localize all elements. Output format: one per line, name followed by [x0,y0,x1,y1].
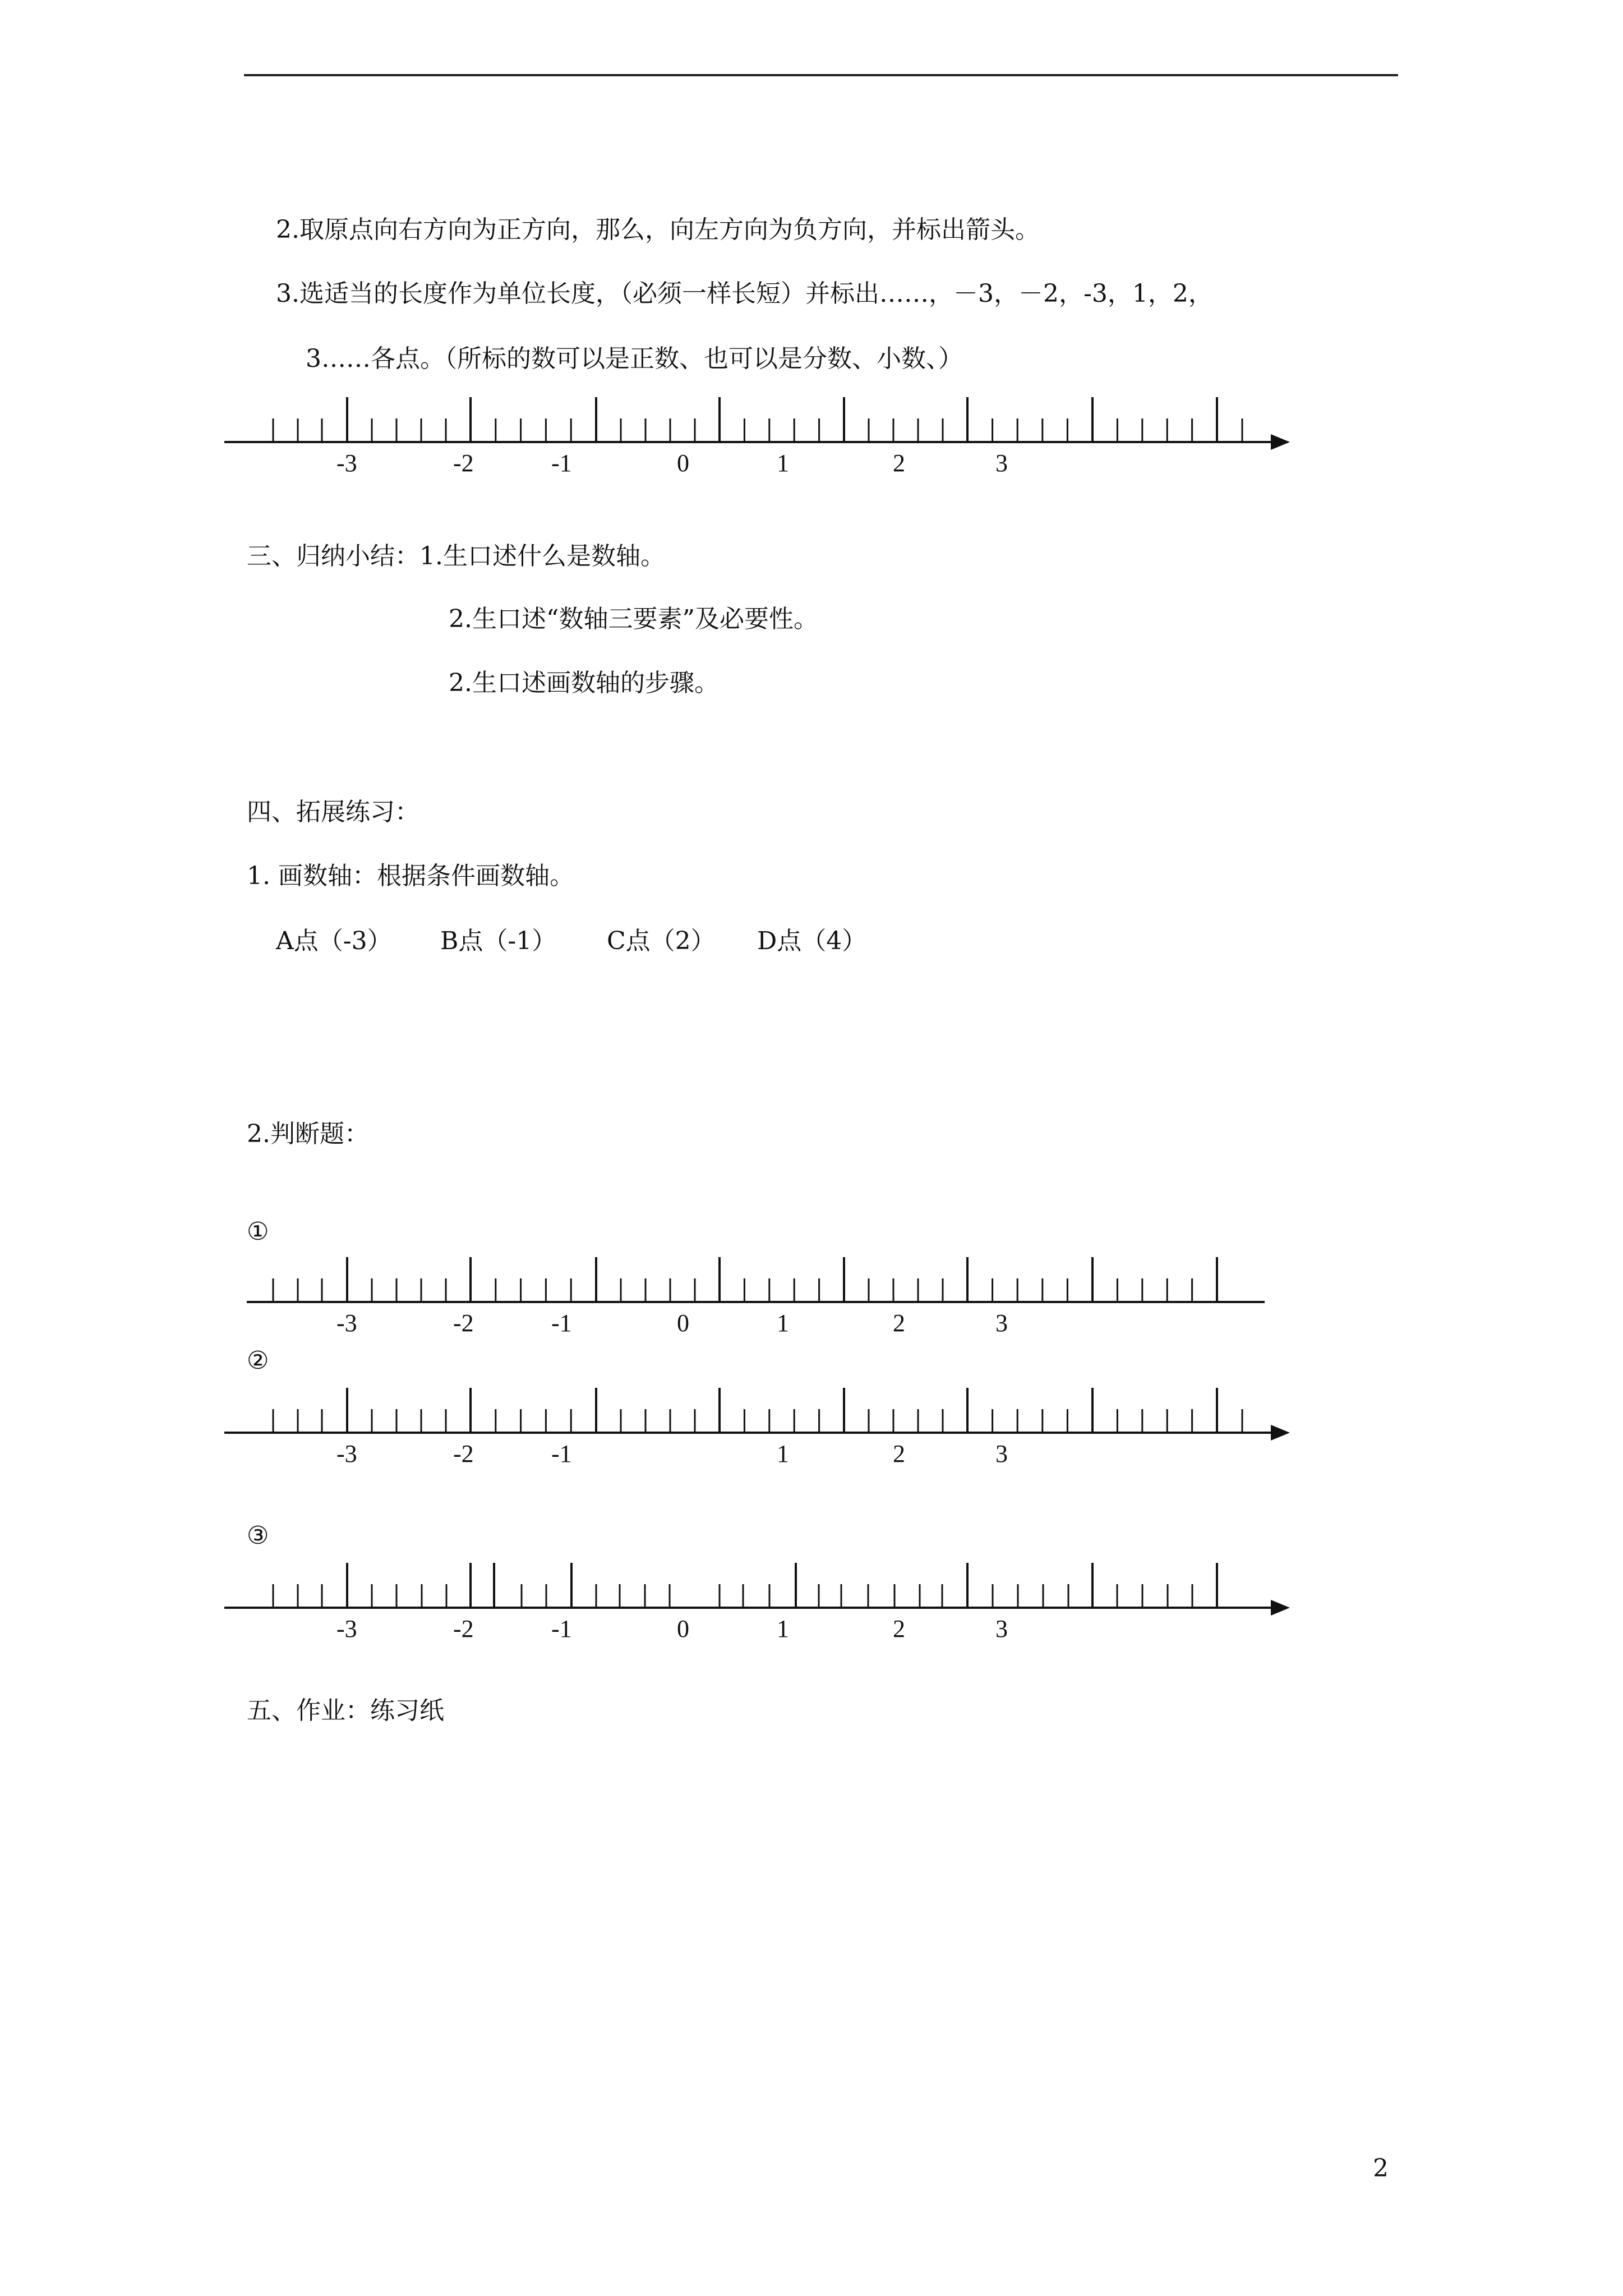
point-a: A点（-3） [276,927,392,955]
tick-label: -1 [551,1309,572,1337]
tick-label: 3 [995,1440,1008,1467]
point-d: D点（4） [757,927,867,955]
summary-item-2: 2.生口述“数轴三要素”及必要性。 [449,605,818,633]
page-number: 2 [1373,2154,1389,2183]
tick-label: 0 [677,449,689,477]
tick-label: 0 [677,1615,689,1642]
arrow-head [1271,434,1290,450]
tick-label: 3 [995,449,1008,477]
tick-label: -2 [453,1615,474,1642]
practice-title: 四、拓展练习： [247,798,419,826]
number-line-judge-2 [224,1388,1290,1467]
tick-label: -3 [336,1440,357,1467]
judge-mark-3: ③ [247,1521,269,1550]
step-2-text: 2.取原点向右方向为正方向，那么，向左方向为负方向，并标出箭头。 [276,215,1040,244]
tick-label: -1 [551,1440,572,1467]
tick-label: -1 [551,1615,572,1642]
tick-label: -2 [453,1440,474,1467]
step-3-text-line1: 3.选适当的长度作为单位长度，（必须一样长短）并标出……，－3，－2，-3，1，2， [276,279,1213,308]
tick-label: 2 [893,1440,905,1467]
number-line-judge-3 [224,1563,1290,1642]
homework-text: 五、作业：练习纸 [247,1696,444,1725]
tick-label: 0 [677,1309,689,1337]
tick-label: 2 [893,1309,905,1337]
summary-item-3: 2.生口述画数轴的步骤。 [449,669,719,697]
summary-title: 三、归纳小结：1.生口述什么是数轴。 [247,542,665,570]
tick-label: 1 [777,1440,789,1467]
tick-label: 1 [777,1615,789,1642]
arrow-head [1271,1600,1290,1616]
step-3-text-line2: 3……各点。（所标的数可以是正数、也可以是分数、小数、） [306,344,963,373]
tick-label: -3 [336,1615,357,1642]
point-c: C点（2） [607,927,716,955]
tick-label: -2 [453,1309,474,1337]
number-line-example [224,397,1290,477]
number-line-judge-1 [247,1257,1265,1337]
tick-label: 1 [777,1309,789,1337]
tick-label: 2 [893,449,905,477]
tick-label: 3 [995,1615,1008,1642]
tick-label: 3 [995,1309,1008,1337]
judge-mark-2: ② [247,1346,269,1375]
tick-label: -2 [453,449,474,477]
arrow-head [1271,1425,1290,1441]
point-b: B点（-1） [440,927,557,955]
tick-label: -3 [336,449,357,477]
tick-label: -1 [551,449,572,477]
practice-exercise-1: 1. 画数轴：根据条件画数轴。 [247,862,574,890]
tick-label: -3 [336,1309,357,1337]
tick-label: 1 [777,449,789,477]
judge-mark-1: ① [247,1217,269,1246]
judge-title: 2.判断题： [247,1120,369,1148]
tick-label: 2 [893,1615,905,1642]
